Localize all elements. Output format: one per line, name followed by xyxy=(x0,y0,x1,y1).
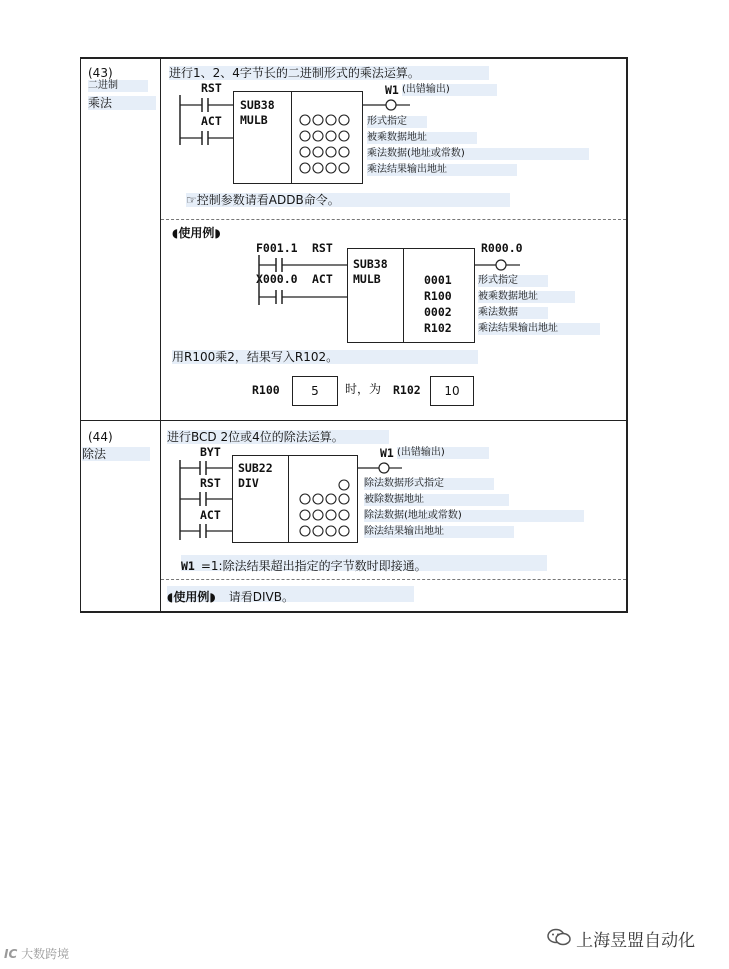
example-output: R000.0 xyxy=(481,241,523,255)
contact-byt-label: BYT xyxy=(200,445,221,459)
entry44-description: 进行BCD 2位或4位的除法运算。 xyxy=(167,430,389,444)
func-code: SUB22 xyxy=(238,461,273,475)
calc-middle: 时，为 xyxy=(345,382,382,396)
entry43-name-line2: 乘法 xyxy=(88,96,156,110)
calc-left-value: 5 xyxy=(292,376,338,406)
contact2-label: ACT xyxy=(312,272,333,286)
example-param: 0001 xyxy=(424,273,452,287)
func-code: SUB38 xyxy=(240,98,275,112)
contact-rst-label: RST xyxy=(200,476,221,490)
example-tag: ◖使用例◗ xyxy=(167,590,216,604)
param-label: 乘法数据(地址或常数) xyxy=(367,148,589,160)
output-note: (出错输出) xyxy=(402,84,497,96)
param-label: 被除数据地址 xyxy=(364,494,509,506)
entry44-number: (44) xyxy=(88,430,113,444)
param-label: 被乘数据地址 xyxy=(367,132,477,144)
entry44-w1-note: W1 =1:除法结果超出指定的字节数时即接通。 xyxy=(181,555,547,571)
output-note: (出错输出) xyxy=(397,447,489,459)
example-param-label: 形式指定 xyxy=(478,275,548,287)
param-label: 除法数据形式指定 xyxy=(364,478,494,490)
contact2-address: X000.0 xyxy=(256,272,298,286)
output-coil-label: W1 xyxy=(385,83,399,97)
footer-brand: 上海昱盟自动化 xyxy=(547,926,695,951)
entry43-number: (43) xyxy=(88,66,113,80)
param-label: 除法数据(地址或常数) xyxy=(364,510,584,522)
entry44-name: 除法 xyxy=(82,447,150,461)
contact1-label: RST xyxy=(312,241,333,255)
example-func-code: SUB38 xyxy=(353,257,388,271)
example-param-label: 乘法数据 xyxy=(478,307,548,319)
wechat-icon xyxy=(547,928,571,950)
example-param: R100 xyxy=(424,289,452,303)
watermark-logo-icon: IC xyxy=(4,947,18,961)
entry43-description: 进行1、2、4字节长的二进制形式的乘法运算。 xyxy=(169,66,489,80)
contact1-address: F001.1 xyxy=(256,241,298,255)
example-func-name: MULB xyxy=(353,272,381,286)
example-tag: ◖使用例◗ xyxy=(172,226,221,240)
example-note: 请看DIVB。 xyxy=(228,590,294,604)
example-param: 0002 xyxy=(424,305,452,319)
output-coil-label: W1 xyxy=(380,446,394,460)
param-label: 乘法结果输出地址 xyxy=(367,164,517,176)
param-label: 形式指定 xyxy=(367,116,427,128)
param-label: 除法结果输出地址 xyxy=(364,526,514,538)
entry43-note: ☞控制参数请看ADDB命令。 xyxy=(186,193,510,207)
pointing-hand-icon: ☞ xyxy=(186,193,197,207)
example-param-label: 被乘数据地址 xyxy=(478,291,575,303)
watermark-left: IC 大数跨境 xyxy=(4,947,70,961)
contact-act-label: ACT xyxy=(201,114,222,128)
calc-left-addr: R100 xyxy=(252,383,280,397)
contact-rst-label: RST xyxy=(201,81,222,95)
entry44-example xyxy=(167,586,414,602)
func-name: MULB xyxy=(240,113,268,127)
calc-right-value: 10 xyxy=(430,376,474,406)
func-name: DIV xyxy=(238,476,259,490)
example-description: 用R100乘2，结果写入R102。 xyxy=(172,350,478,364)
contact-act-label: ACT xyxy=(200,508,221,522)
w1-label: W1 xyxy=(181,559,195,573)
entry44-param-grid xyxy=(294,477,354,539)
example-param-label: 乘法结果输出地址 xyxy=(478,323,600,335)
example-param: R102 xyxy=(424,321,452,335)
entry43-name-line1: 二进制 xyxy=(88,80,148,92)
calc-right-addr: R102 xyxy=(393,383,421,397)
